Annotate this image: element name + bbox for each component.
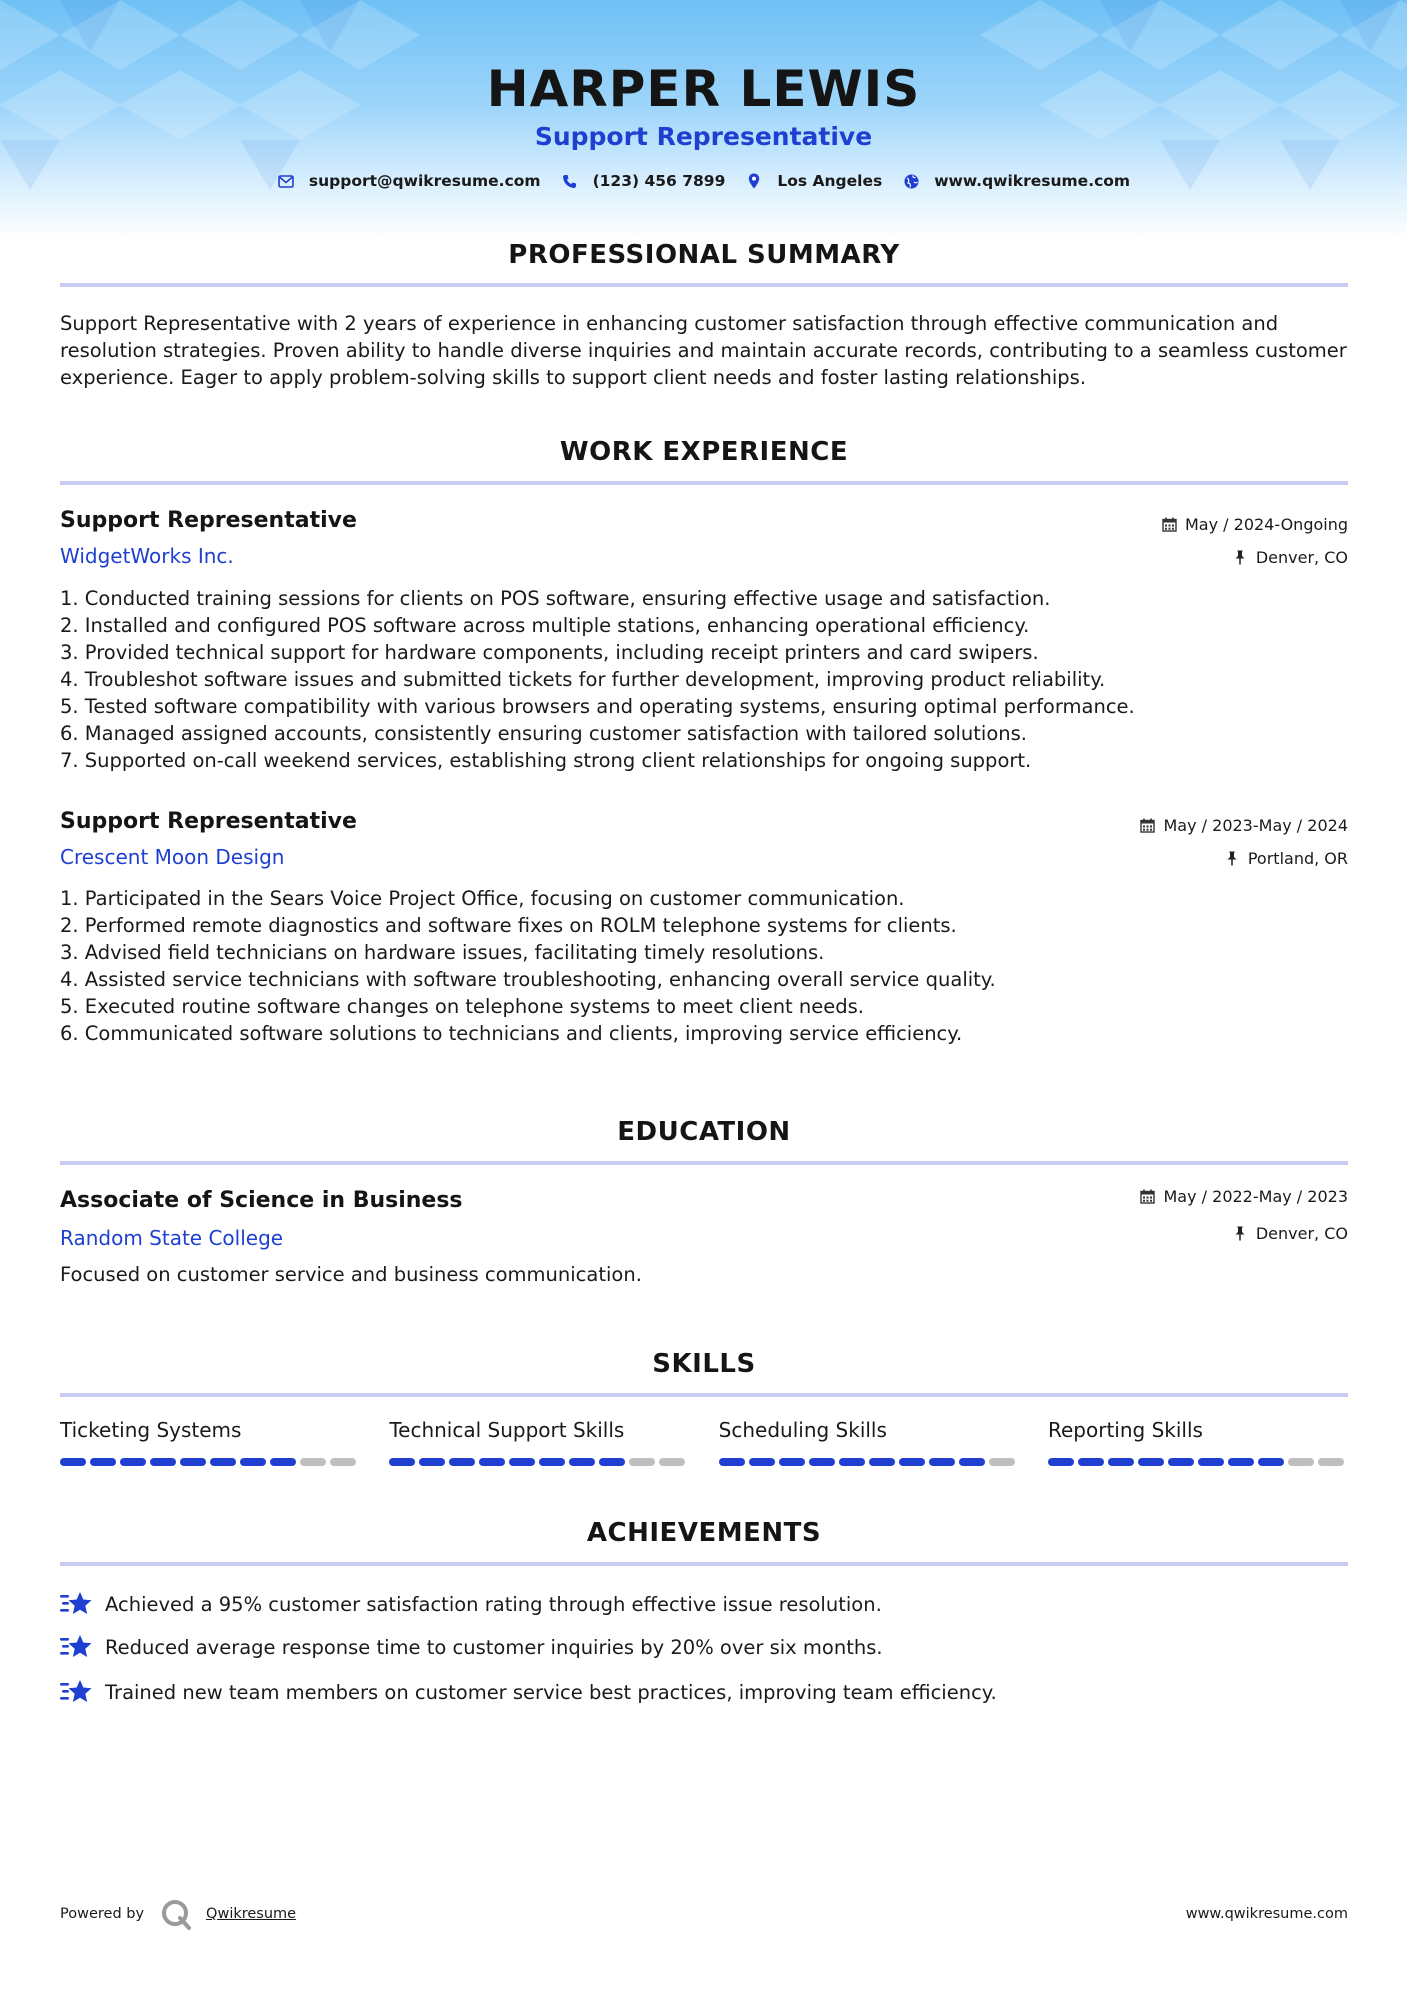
job-location-text: Denver, CO bbox=[1255, 548, 1348, 567]
skill-rating-segment bbox=[1318, 1458, 1344, 1466]
contact-website-text: www.qwikresume.com bbox=[934, 172, 1131, 190]
skill-rating-segment bbox=[719, 1458, 745, 1466]
skill-rating-segment bbox=[1138, 1458, 1164, 1466]
skill-rating-segment bbox=[629, 1458, 655, 1466]
skill-rating-segment bbox=[150, 1458, 176, 1466]
education-location-text: Denver, CO bbox=[1255, 1224, 1348, 1243]
skill-rating-segment bbox=[1078, 1458, 1104, 1466]
skill-rating-segment bbox=[210, 1458, 236, 1466]
skill-rating-bar bbox=[1048, 1458, 1348, 1466]
job-dates-text: May / 2023-May / 2024 bbox=[1163, 816, 1348, 835]
job-dates bbox=[1161, 515, 1348, 534]
job-location bbox=[1224, 849, 1348, 868]
skill-rating-segment bbox=[1048, 1458, 1074, 1466]
skill-rating-segment bbox=[1258, 1458, 1284, 1466]
contact-phone[interactable] bbox=[561, 172, 726, 190]
skill-name: Ticketing Systems bbox=[60, 1418, 242, 1442]
footer bbox=[60, 1898, 1348, 1930]
skill-rating-segment bbox=[599, 1458, 625, 1466]
list-item: 5. Executed routine software changes on telephone systems to meet client needs. bbox=[60, 995, 864, 1018]
skill-rating-bar bbox=[60, 1458, 360, 1466]
envelope-icon bbox=[277, 172, 295, 190]
section-divider bbox=[60, 1161, 1348, 1165]
skill-rating-segment bbox=[569, 1458, 595, 1466]
list-item: 3. Provided technical support for hardware components, including receipt printers and card swipers. bbox=[60, 641, 1039, 664]
map-pin-icon bbox=[745, 172, 763, 190]
section-divider bbox=[60, 283, 1348, 287]
education-dates bbox=[1140, 1187, 1349, 1206]
section-divider bbox=[60, 481, 1348, 485]
section-divider bbox=[60, 1562, 1348, 1566]
education-location bbox=[1232, 1224, 1348, 1243]
list-item: 7. Supported on-call weekend services, establishing strong client relationships for ongoing support. bbox=[60, 749, 1032, 772]
skill-rating-segment bbox=[959, 1458, 985, 1466]
skill-item bbox=[719, 1418, 1019, 1466]
achievement-item bbox=[60, 1589, 882, 1619]
skill-rating-segment bbox=[509, 1458, 535, 1466]
skill-rating-segment bbox=[479, 1458, 505, 1466]
achievement-item bbox=[60, 1677, 997, 1707]
pushpin-icon bbox=[1232, 1226, 1248, 1242]
calendar-icon bbox=[1161, 517, 1177, 533]
star-icon bbox=[60, 1677, 92, 1707]
list-item: 6. Managed assigned accounts, consistently ensuring customer satisfaction with tailored solutions. bbox=[60, 722, 1027, 745]
skill-rating-segment bbox=[240, 1458, 266, 1466]
skill-rating-segment bbox=[180, 1458, 206, 1466]
skill-rating-segment bbox=[839, 1458, 865, 1466]
education-description: Focused on customer service and business communication. bbox=[60, 1263, 642, 1286]
contact-email-text: support@qwikresume.com bbox=[308, 172, 541, 190]
skill-rating-segment bbox=[989, 1458, 1015, 1466]
list-item: 5. Tested software compatibility with various browsers and operating systems, ensuring optimal performance. bbox=[60, 695, 1135, 718]
star-icon bbox=[60, 1589, 92, 1619]
geometric-pattern bbox=[0, 0, 1407, 240]
list-item: 2. Performed remote diagnostics and software fixes on ROLM telephone systems for clients. bbox=[60, 914, 957, 937]
contact-location-text: Los Angeles bbox=[777, 172, 883, 190]
skill-rating-segment bbox=[1198, 1458, 1224, 1466]
skill-name: Scheduling Skills bbox=[718, 1418, 887, 1442]
skill-name: Reporting Skills bbox=[1047, 1418, 1203, 1442]
list-item: 4. Troubleshot software issues and submitted tickets for further development, improving product reliability. bbox=[60, 668, 1106, 691]
job-title: Support Representative bbox=[60, 809, 357, 834]
skill-item bbox=[389, 1418, 689, 1466]
achievements-title: ACHIEVEMENTS bbox=[586, 1518, 822, 1548]
skill-rating-segment bbox=[449, 1458, 475, 1466]
skill-name: Technical Support Skills bbox=[389, 1418, 625, 1442]
skill-rating-segment bbox=[929, 1458, 955, 1466]
skill-rating-segment bbox=[899, 1458, 925, 1466]
skill-item bbox=[60, 1418, 360, 1466]
powered-by bbox=[60, 1898, 296, 1930]
list-item: 1. Conducted training sessions for clients on POS software, ensuring effective usage and satisfaction. bbox=[60, 587, 1051, 610]
contact-phone-text: (123) 456 7899 bbox=[592, 172, 726, 190]
skill-rating-segment bbox=[659, 1458, 685, 1466]
contact-location bbox=[745, 172, 882, 190]
skill-rating-segment bbox=[809, 1458, 835, 1466]
job-dates bbox=[1140, 816, 1349, 835]
skill-rating-segment bbox=[90, 1458, 116, 1466]
skill-item bbox=[1048, 1418, 1348, 1466]
achievement-text: Reduced average response time to customer inquiries by 20% over six months. bbox=[105, 1635, 883, 1659]
section-divider bbox=[60, 1393, 1348, 1397]
summary-text: Support Representative with 2 years of experience in enhancing customer satisfaction through effective communication and resolution strategies. Proven ability to handle diverse inquiries and maintain accurate records, contributing to a seamless customer experience. Eager to apply problem-solving skills to support client needs and foster lasting relationships. bbox=[60, 312, 1347, 389]
skill-rating-bar bbox=[719, 1458, 1019, 1466]
skill-rating-segment bbox=[749, 1458, 775, 1466]
powered-by-label: Powered by bbox=[60, 1906, 145, 1922]
brand-link[interactable]: Qwikresume bbox=[206, 1906, 297, 1922]
qwikresume-logo-icon bbox=[160, 1898, 192, 1930]
skill-rating-segment bbox=[869, 1458, 895, 1466]
calendar-icon bbox=[1140, 1189, 1156, 1205]
list-item: 6. Communicated software solutions to technicians and clients, improving service efficiency. bbox=[60, 1022, 963, 1045]
achievement-item bbox=[60, 1632, 883, 1662]
list-item: 2. Installed and configured POS software across multiple stations, enhancing operational efficiency. bbox=[60, 614, 1030, 637]
candidate-name: HARPER LEWIS bbox=[486, 60, 921, 118]
job-company: WidgetWorks Inc. bbox=[60, 544, 234, 568]
skill-rating-segment bbox=[300, 1458, 326, 1466]
star-icon bbox=[60, 1632, 92, 1662]
achievement-text: Achieved a 95% customer satisfaction rating through effective issue resolution. bbox=[105, 1592, 882, 1616]
skill-rating-segment bbox=[60, 1458, 86, 1466]
job-title: Support Representative bbox=[60, 508, 357, 533]
header-background bbox=[0, 0, 1407, 240]
skill-rating-segment bbox=[1168, 1458, 1194, 1466]
contact-email[interactable] bbox=[277, 172, 541, 190]
phone-icon bbox=[561, 172, 579, 190]
pushpin-icon bbox=[1224, 851, 1240, 867]
summary-title: PROFESSIONAL SUMMARY bbox=[508, 240, 900, 270]
job-duties-list bbox=[60, 585, 1348, 774]
job-location bbox=[1232, 548, 1348, 567]
degree-title: Associate of Science in Business bbox=[60, 1188, 463, 1213]
job-location-text: Portland, OR bbox=[1247, 849, 1348, 868]
skills-title: SKILLS bbox=[652, 1349, 756, 1379]
contact-bar bbox=[0, 172, 1407, 190]
skill-rating-bar bbox=[389, 1458, 689, 1466]
pushpin-icon bbox=[1232, 550, 1248, 566]
skill-rating-segment bbox=[1288, 1458, 1314, 1466]
candidate-role: Support Representative bbox=[534, 122, 873, 151]
globe-icon bbox=[902, 172, 920, 190]
contact-website[interactable] bbox=[902, 172, 1130, 190]
job-dates-text: May / 2024-Ongoing bbox=[1185, 515, 1348, 534]
skill-rating-segment bbox=[539, 1458, 565, 1466]
job-duties-list bbox=[60, 885, 1348, 1047]
skill-rating-segment bbox=[389, 1458, 415, 1466]
skill-rating-segment bbox=[120, 1458, 146, 1466]
skill-rating-segment bbox=[330, 1458, 356, 1466]
skill-rating-segment bbox=[1228, 1458, 1254, 1466]
job-company: Crescent Moon Design bbox=[60, 845, 285, 869]
school-name: Random State College bbox=[60, 1226, 284, 1250]
calendar-icon bbox=[1140, 818, 1156, 834]
skill-rating-segment bbox=[419, 1458, 445, 1466]
achievement-text: Trained new team members on customer service best practices, improving team efficiency. bbox=[105, 1680, 997, 1704]
list-item: 3. Advised field technicians on hardware issues, facilitating timely resolutions. bbox=[60, 941, 825, 964]
skill-rating-segment bbox=[779, 1458, 805, 1466]
experience-title: WORK EXPERIENCE bbox=[559, 437, 849, 467]
list-item: 4. Assisted service technicians with software troubleshooting, enhancing overall service quality. bbox=[60, 968, 996, 991]
list-item: 1. Participated in the Sears Voice Project Office, focusing on customer communication. bbox=[60, 887, 905, 910]
education-title: EDUCATION bbox=[617, 1117, 791, 1147]
education-dates-text: May / 2022-May / 2023 bbox=[1163, 1187, 1348, 1206]
skill-rating-segment bbox=[1108, 1458, 1134, 1466]
footer-url[interactable]: www.qwikresume.com bbox=[1185, 1906, 1348, 1922]
skill-rating-segment bbox=[270, 1458, 296, 1466]
skills-grid bbox=[60, 1418, 1348, 1466]
